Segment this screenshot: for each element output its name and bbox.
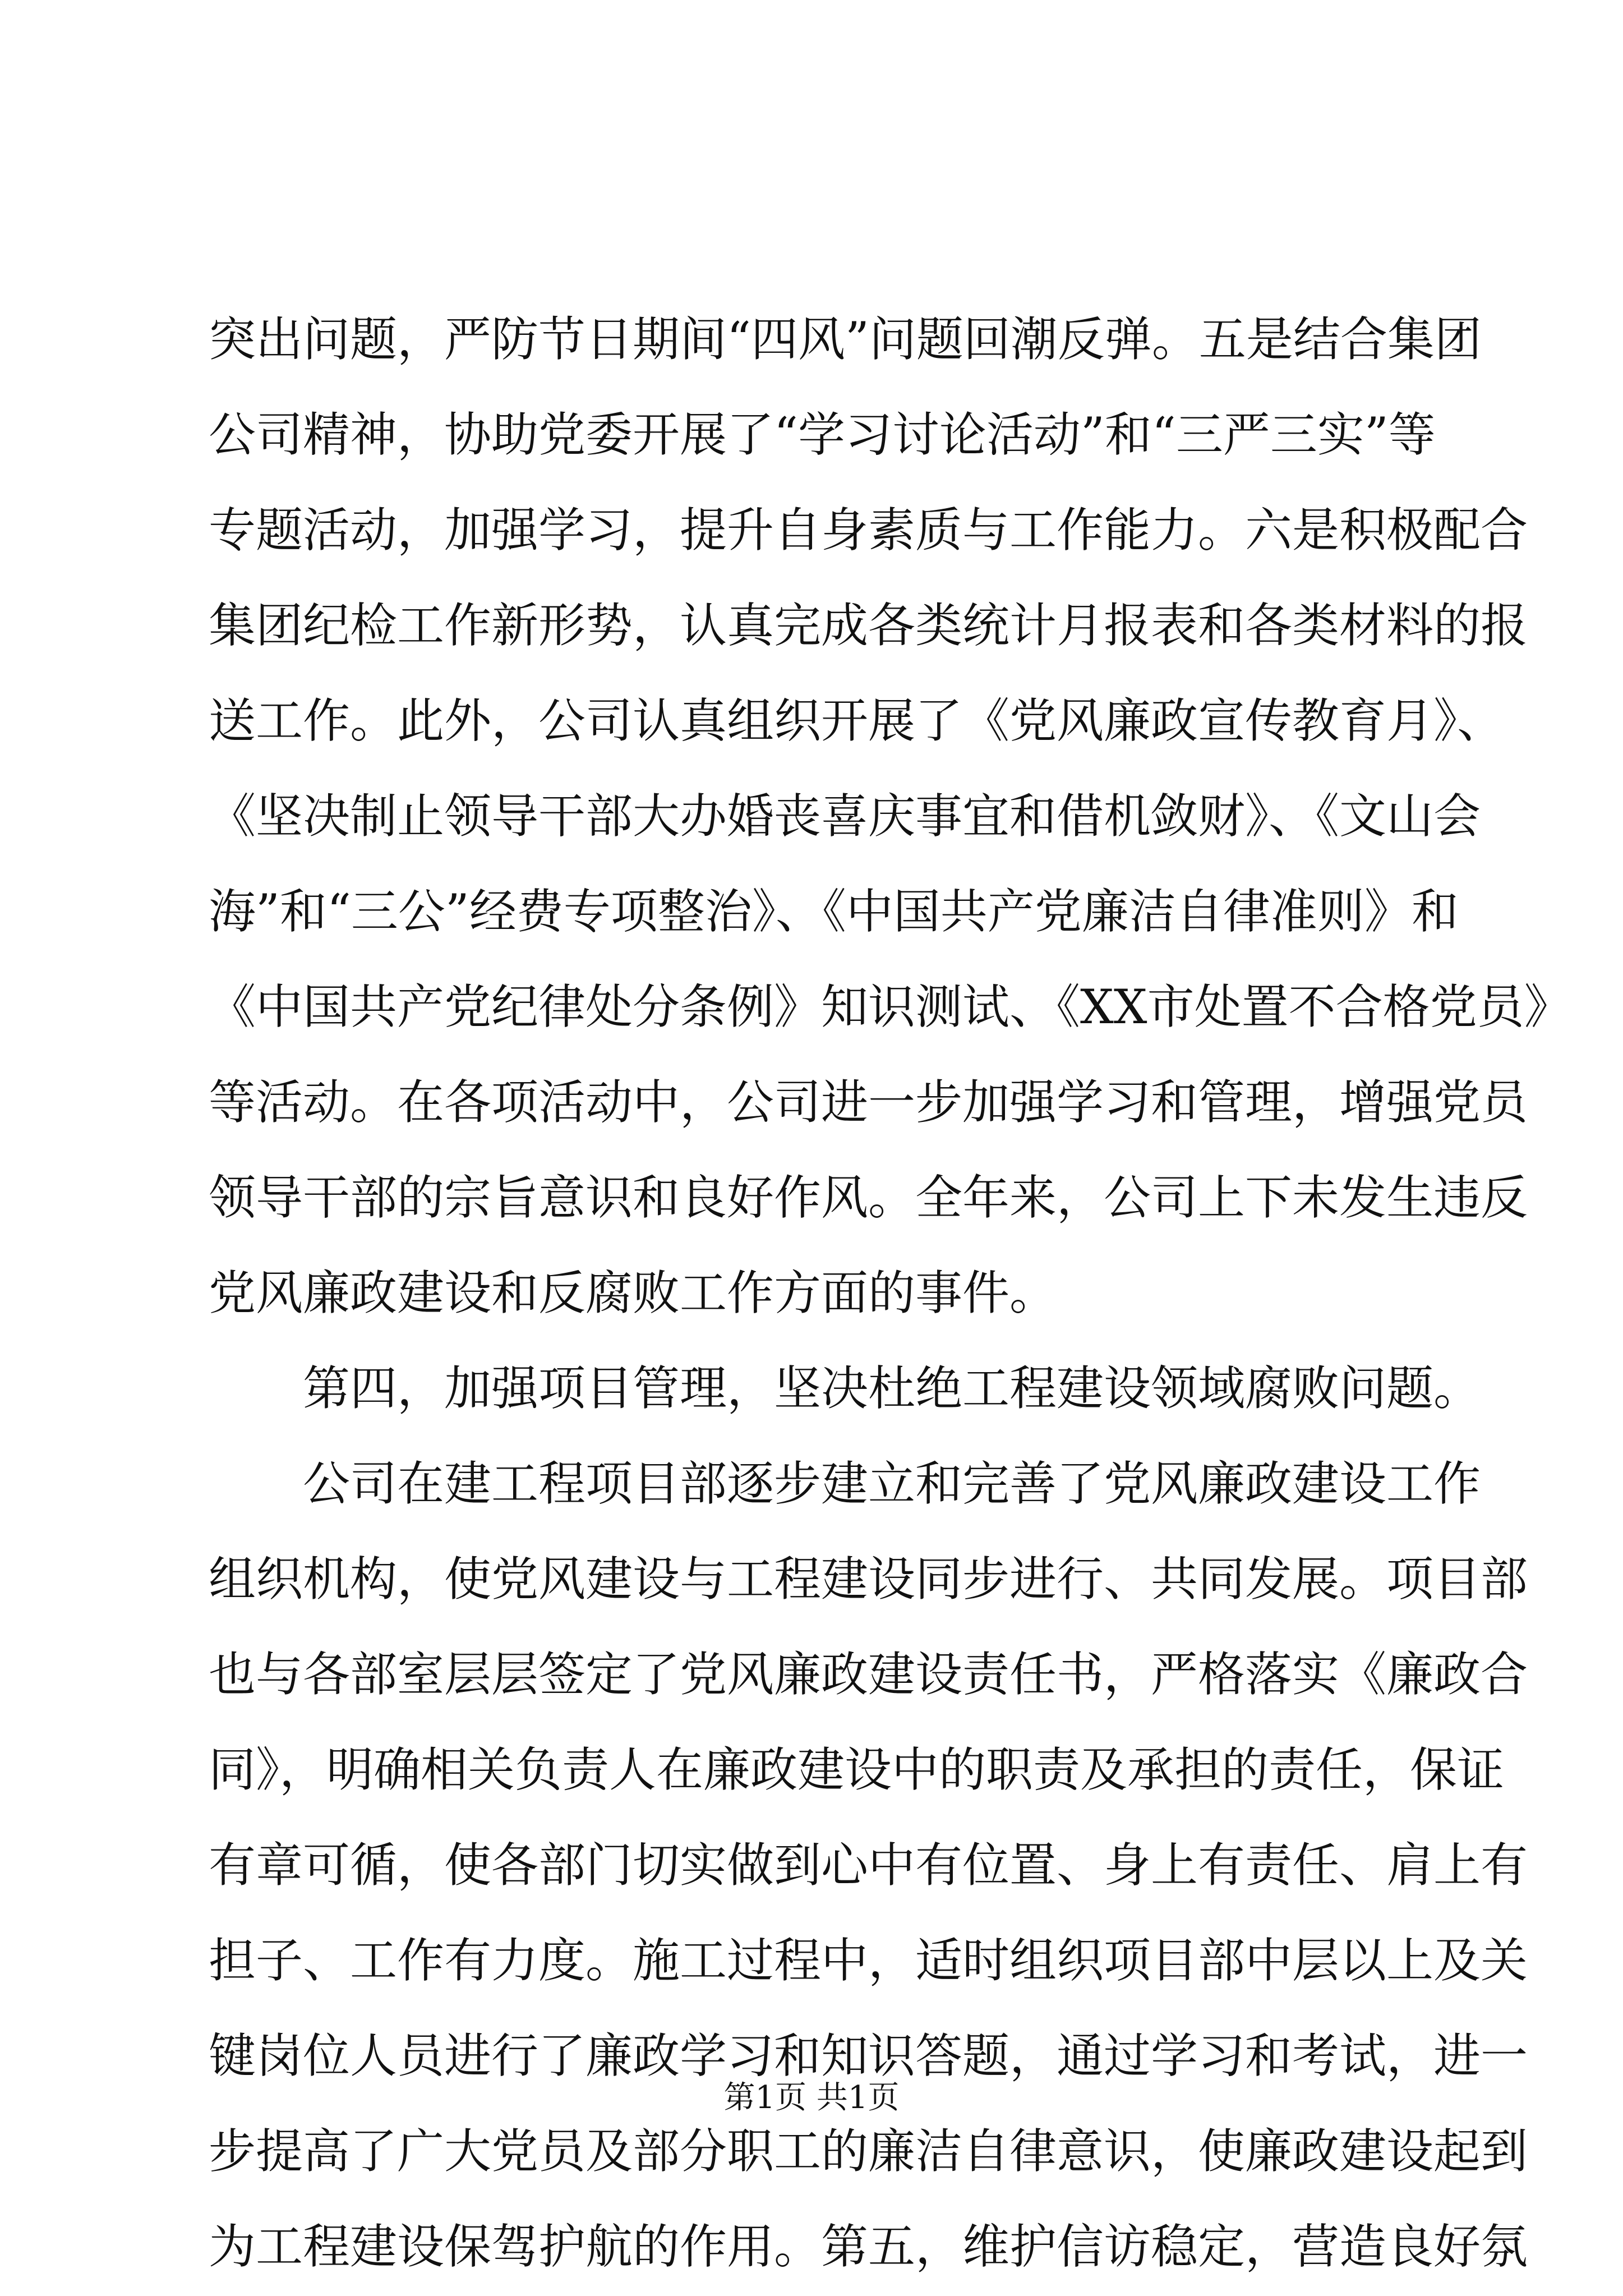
text-line: 等活动。在各项活动中，公司进一步加强学习和管理，增强党员: [209, 1075, 1528, 1130]
text-line: 突出问题，严防节日期间“四风”问题回潮反弹。五是结合集团: [209, 312, 1482, 367]
text-line: 专题活动，加强学习，提升自身素质与工作能力。六是积极配合: [209, 503, 1528, 558]
text-line: 组织机构，使党风建设与工程建设同步进行、共同发展。项目部: [209, 1552, 1528, 1607]
body-text: [209, 292, 1571, 2294]
text-line: 也与各部室层层签定了党风廉政建设责任书，严格落实《廉政合: [209, 1647, 1528, 1702]
section-heading-line: 第四，加强项目管理，坚决杜绝工程建设领域腐败问题。: [303, 1361, 1481, 1416]
text-line: 键岗位人员进行了廉政学习和知识答题，通过学习和考试，进一: [209, 2028, 1528, 2083]
paragraph-first-line: 公司在建工程项目部逐步建立和完善了党风廉政建设工作: [303, 1456, 1481, 1511]
text-line: 党风廉政建设和反腐败工作方面的事件。: [209, 1266, 1057, 1320]
text-line: 海”和“三公”经费专项整治》、《中国共产党廉洁自律准则》和: [209, 884, 1459, 939]
text-line: 送工作。此外，公司认真组织开展了《党风廉政宣传教育月》、: [209, 693, 1505, 748]
text-line: 《坚决制止领导干部大办婚丧喜庆事宜和借机敛财》、《文山会: [209, 789, 1481, 844]
text-line: 担子、工作有力度。施工过程中，适时组织项目部中层以上及关: [209, 1933, 1528, 1988]
text-line: 集团纪检工作新形势，认真完成各类统计月报表和各类材料的报: [209, 598, 1528, 653]
text-line: 领导干部的宗旨意识和良好作风。全年来，公司上下未发生违反: [209, 1170, 1528, 1225]
text-line: 同》，明确相关负责人在廉政建设中的职责及承担的责任，保证: [209, 1742, 1505, 1797]
text-line: 公司精神，协助党委开展了“学习讨论活动”和“三严三实”等: [209, 407, 1436, 462]
page-footer: 第1页 共1页: [723, 2079, 900, 2116]
text-line: 为工程建设保驾护航的作用。第五，维护信访稳定，营造良好氛: [209, 2219, 1528, 2274]
text-line: 有章可循，使各部门切实做到心中有位置、身上有责任、肩上有: [209, 1838, 1528, 1893]
text-line: 步提高了广大党员及部分职工的廉洁自律意识，使廉政建设起到: [209, 2124, 1528, 2179]
text-line: 《中国共产党纪律处分条例》知识测试、《XX市处置不合格党员》: [209, 979, 1571, 1034]
